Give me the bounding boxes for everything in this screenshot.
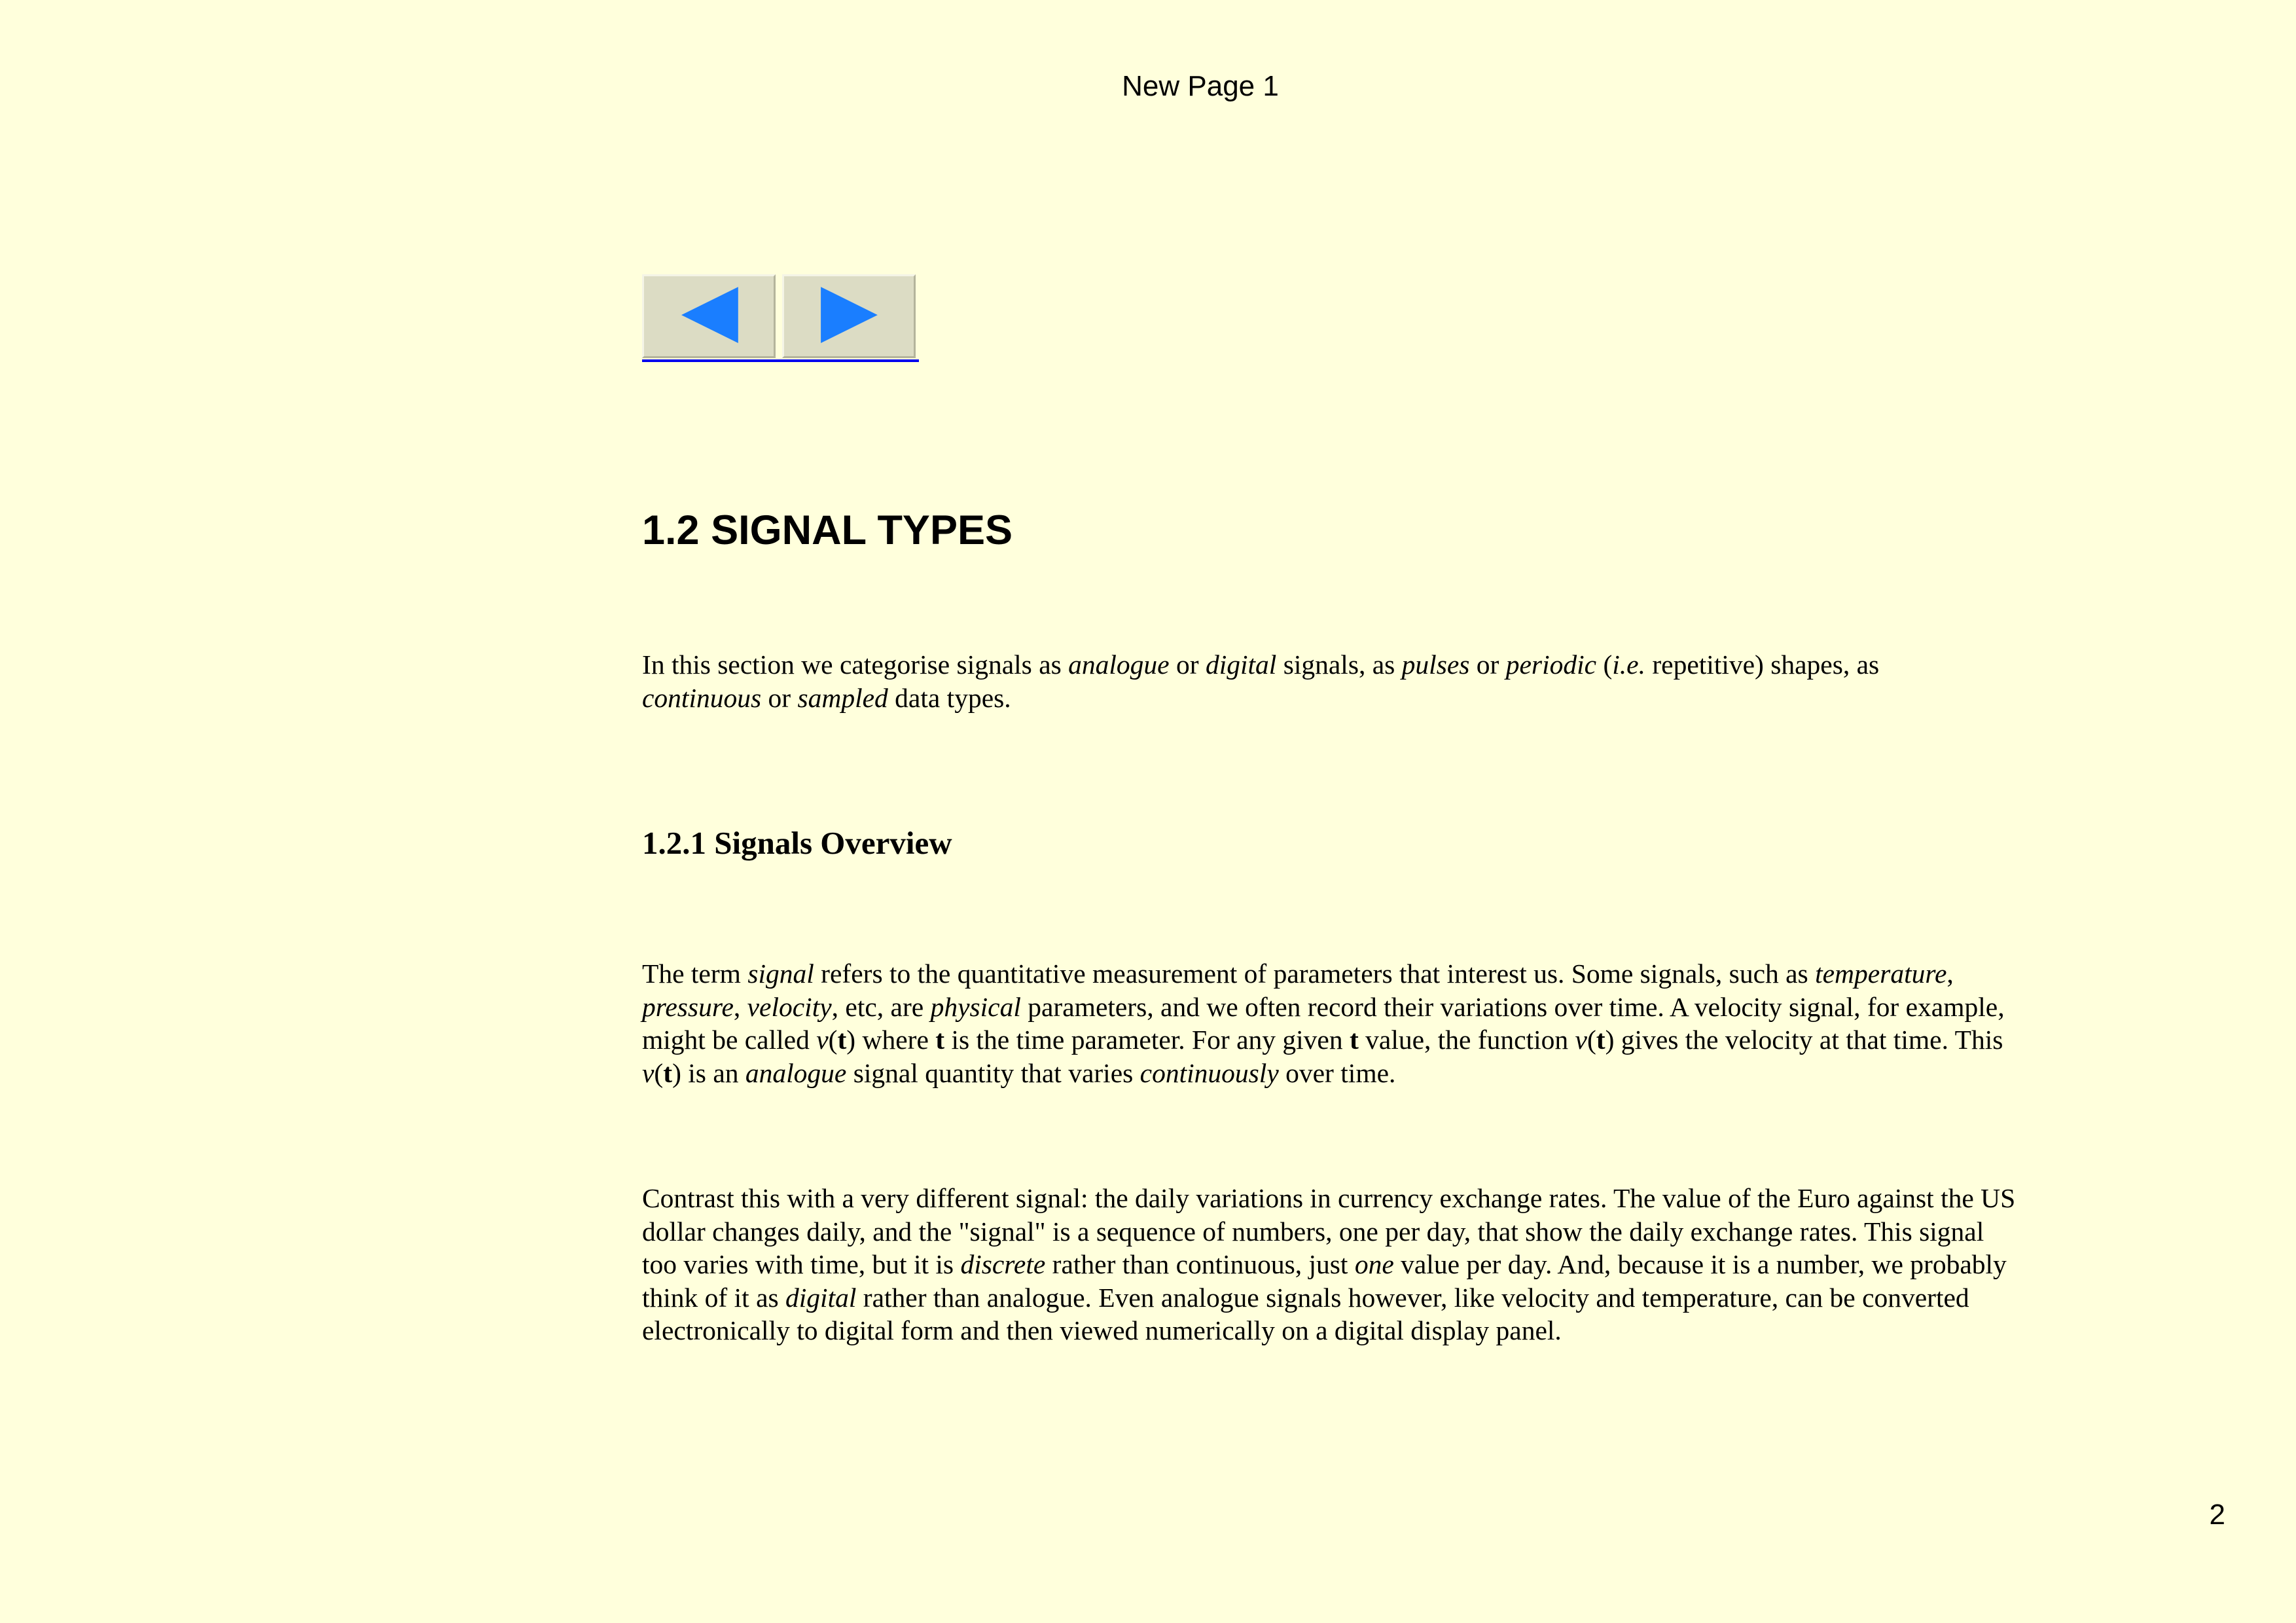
text-run: one: [1354, 1249, 1394, 1279]
text-run: ) is an: [672, 1057, 745, 1088]
text-line: [642, 648, 2049, 682]
intro-paragraph: [642, 648, 2049, 714]
text-run: is the time parameter. For any given: [944, 1025, 1350, 1055]
text-run: t: [1596, 1025, 1605, 1055]
text-run: think of it as: [642, 1282, 786, 1313]
text-line: [642, 1281, 2049, 1315]
text-run: rather than continuous, just: [1045, 1249, 1355, 1279]
text-run: might be called: [642, 1025, 817, 1055]
text-run: ,: [1946, 958, 1954, 989]
text-run: v: [642, 1057, 655, 1088]
text-run: value per day. And, because it is a number, we probably: [1393, 1249, 2007, 1279]
text-run: signal quantity that varies: [846, 1057, 1140, 1088]
text-line: [642, 1215, 2049, 1249]
previous-page-button[interactable]: [642, 274, 776, 358]
text-run: v: [816, 1025, 829, 1055]
text-run: (: [1587, 1025, 1596, 1055]
text-run: i.e.: [1612, 649, 1645, 680]
text-run: repetitive) shapes, as: [1645, 649, 1880, 680]
text-run: (: [828, 1025, 838, 1055]
text-run: analogue: [745, 1057, 847, 1088]
text-run: t: [837, 1025, 847, 1055]
text-run: periodic: [1505, 649, 1597, 680]
text-run: or: [761, 682, 798, 713]
text-run: or: [1469, 649, 1506, 680]
text-run: pressure: [642, 991, 734, 1022]
text-run: sampled: [797, 682, 888, 713]
text-run: ) where: [846, 1025, 936, 1055]
contrast-paragraph: [642, 1182, 2049, 1347]
text-run: dollar changes daily, and the "signal" is a sequence of numbers, one per day, that show the daily exchange rates. This signal: [642, 1216, 1984, 1247]
text-line: [642, 1023, 2049, 1057]
text-line: [642, 957, 2049, 991]
page-number: 2: [2209, 1499, 2225, 1531]
signal-term-paragraph: [642, 957, 2049, 1089]
text-run: digital: [785, 1282, 857, 1313]
triangle-right-icon: [784, 276, 914, 356]
text-line: [642, 1182, 2049, 1215]
text-run: , etc, are: [831, 991, 931, 1022]
text-run: value, the function: [1358, 1025, 1575, 1055]
text-run: analogue: [1068, 649, 1170, 680]
text-run: signal: [747, 958, 814, 989]
subsection-heading: 1.2.1 Signals Overview: [642, 825, 952, 861]
text-run: temperature: [1815, 958, 1947, 989]
text-run: too varies with time, but it is: [642, 1249, 961, 1279]
text-run: signals, as: [1276, 649, 1402, 680]
text-run: Contrast this with a very different signal: the daily variations in currency exchange rates. The value of the Euro against the US: [642, 1183, 2016, 1213]
text-run: data types.: [888, 682, 1011, 713]
text-run: digital: [1205, 649, 1277, 680]
text-run: ) gives the velocity at that time. This: [1605, 1025, 2003, 1055]
page-header-title: New Page 1: [1122, 70, 1279, 102]
text-run: pulses: [1401, 649, 1470, 680]
text-run: parameters, and we often record their variations over time. A velocity signal, for example,: [1020, 991, 2005, 1022]
triangle-left-icon: [644, 276, 774, 356]
text-line: [642, 1248, 2049, 1281]
text-line: [642, 1057, 2049, 1090]
text-run: v: [1575, 1025, 1587, 1055]
text-run: ,: [733, 991, 747, 1022]
text-run: (: [654, 1057, 664, 1088]
text-run: The term: [642, 958, 748, 989]
text-run: (: [1596, 649, 1613, 680]
next-page-button[interactable]: [782, 274, 916, 358]
text-run: t: [1349, 1025, 1359, 1055]
text-run: t: [663, 1057, 673, 1088]
text-run: discrete: [960, 1249, 1046, 1279]
text-run: refers to the quantitative measurement of parameters that interest us. Some signals, such as: [814, 958, 1816, 989]
section-heading: 1.2 SIGNAL TYPES: [642, 507, 1013, 553]
text-run: or: [1169, 649, 1206, 680]
text-run: t: [935, 1025, 945, 1055]
text-run: velocity: [747, 991, 832, 1022]
text-line: [642, 1314, 2049, 1347]
text-line: [642, 991, 2049, 1024]
text-line: [642, 682, 2049, 715]
text-run: In this section we categorise signals as: [642, 649, 1069, 680]
text-run: physical: [930, 991, 1021, 1022]
text-run: rather than analogue. Even analogue signals however, like velocity and temperature, can be converted: [856, 1282, 1969, 1313]
text-run: continuous: [642, 682, 762, 713]
nav-link[interactable]: [642, 274, 919, 362]
text-run: over time.: [1278, 1057, 1396, 1088]
text-run: continuously: [1139, 1057, 1279, 1088]
text-run: electronically to digital form and then viewed numerically on a digital display panel.: [642, 1315, 1562, 1345]
